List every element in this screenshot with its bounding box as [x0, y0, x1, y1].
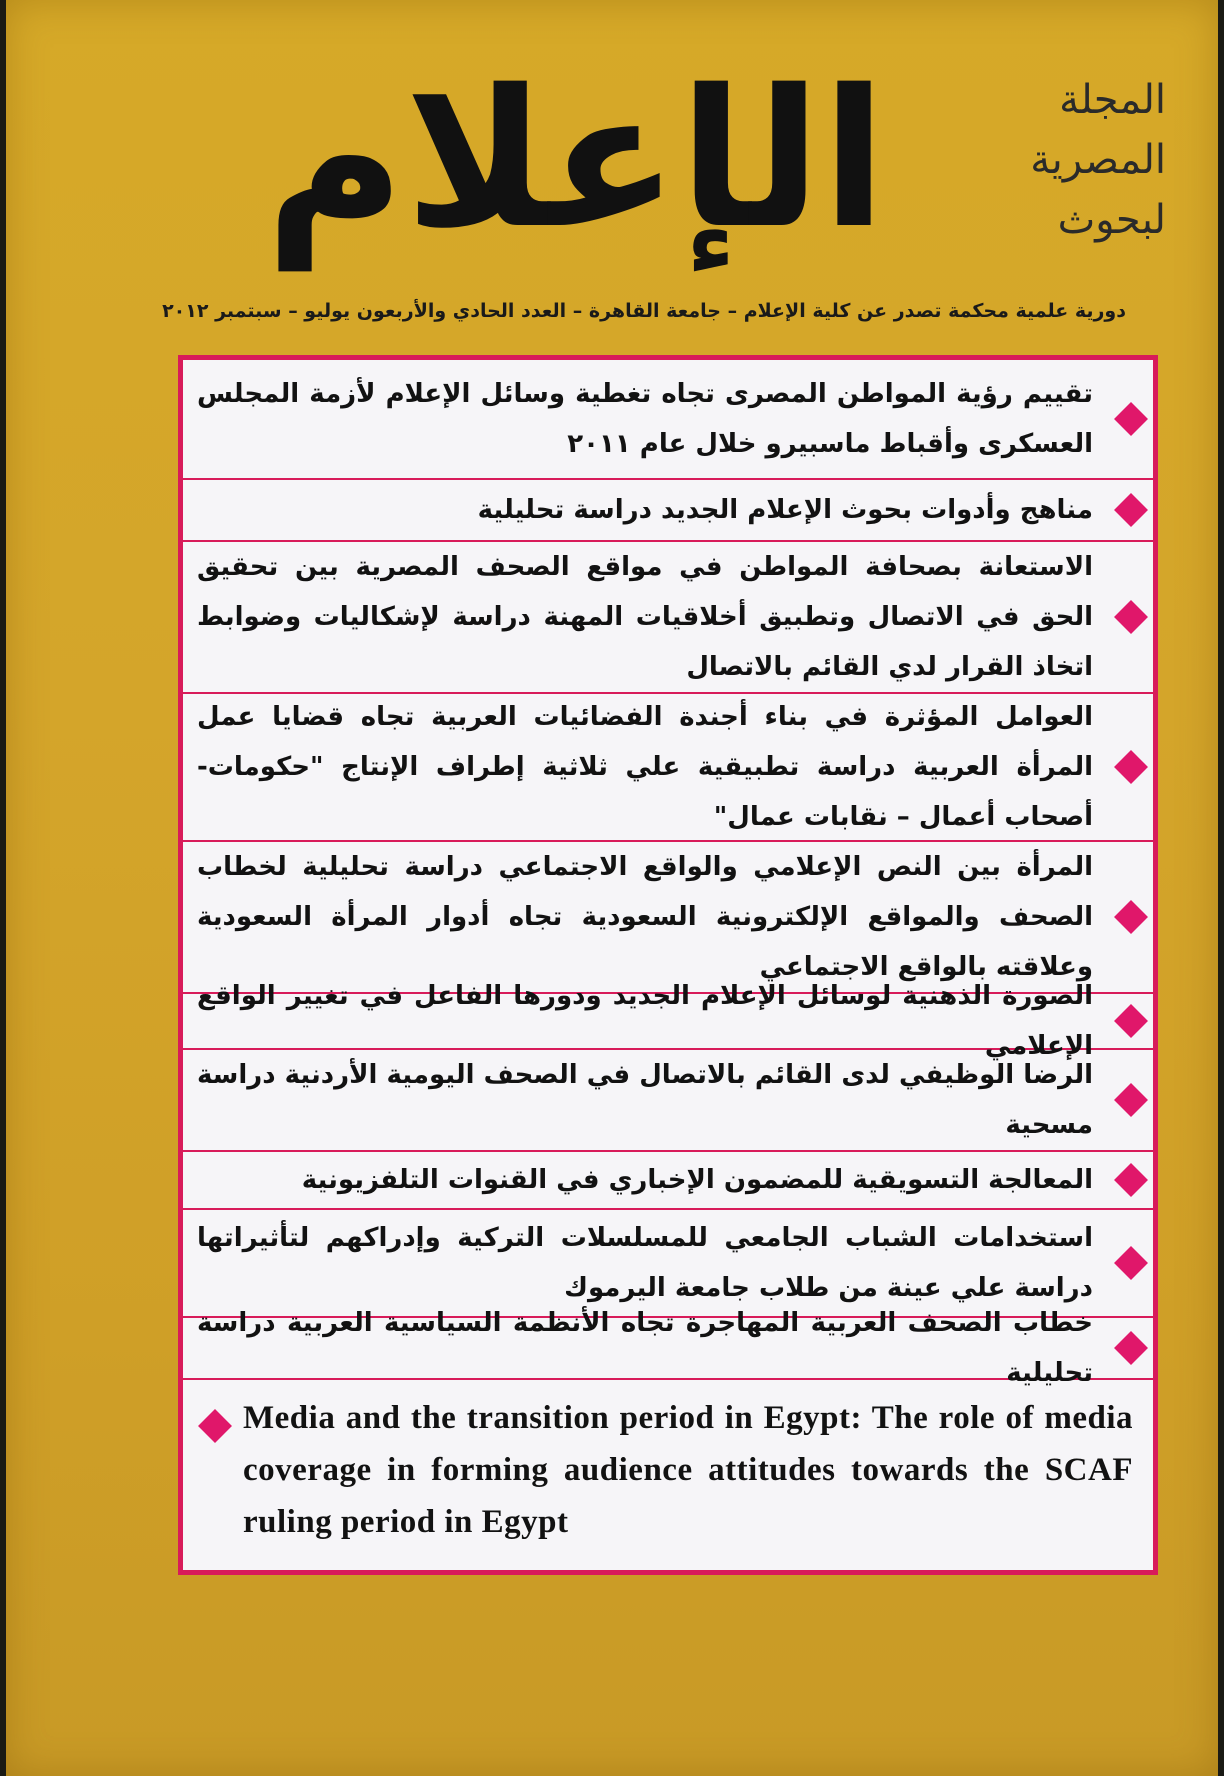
contents-item [183, 1308, 1153, 1388]
diamond-bullet-icon [1114, 493, 1148, 527]
contents-item [183, 480, 1153, 542]
subtitle-line: المجلة [1059, 77, 1166, 123]
table-of-contents [178, 355, 1158, 1575]
contents-item [183, 694, 1153, 842]
contents-item-text: الاستعانة بصحافة المواطن في مواقع الصحف المصرية بين تحقيق الحق في الاتصال وتطبيق أخلاقيات المهنة دراسة لإشكاليات وضوابط اتخاذ القرار لدي القائم بالاتصال [197, 552, 1093, 682]
diamond-bullet-icon [1114, 1004, 1148, 1038]
contents-item-text: العوامل المؤثرة في بناء أجندة الفضائيات العربية تجاه قضايا عمل المرأة العربية دراسة تطبيقية علي ثلاثية إطراف الإنتاج "حكومات- أصحاب أعمال – نقابات عمال" [197, 702, 1093, 832]
journal-title-logo: الإعلام [265, 49, 887, 270]
diamond-bullet-icon [1114, 1246, 1148, 1280]
diamond-bullet-icon [1114, 750, 1148, 784]
contents-item [183, 360, 1153, 480]
contents-item [183, 1050, 1153, 1152]
issue-info-line: دورية علمية محكمة تصدر عن كلية الإعلام – جامعة القاهرة – العدد الحادي والأربعون يوليو – سبتمبر ٢٠١٢ [162, 300, 1126, 322]
contents-item-text: المعالجة التسويقية للمضمون الإخباري في القنوات التلفزيونية [301, 1165, 1093, 1195]
diamond-bullet-icon [1114, 1163, 1148, 1197]
diamond-bullet-icon [1114, 900, 1148, 934]
diamond-bullet-icon [1114, 600, 1148, 634]
contents-item-text: الصورة الذهنية لوسائل الإعلام الجديد ودورها الفاعل في تغيير الواقع الإعلامي [197, 981, 1093, 1061]
subtitle-line: المصرية [1030, 137, 1166, 183]
contents-item [183, 1152, 1153, 1210]
contents-item-text: استخدامات الشباب الجامعي للمسلسلات التركية وإدراكهم لتأثيراتها دراسة علي عينة من طلاب جامعة اليرموك [197, 1223, 1093, 1303]
contents-item-text: مناهج وأدوات بحوث الإعلام الجديد دراسة تحليلية [477, 495, 1093, 525]
contents-item-english [183, 1380, 1153, 1560]
diamond-bullet-icon [1114, 1083, 1148, 1117]
contents-item [183, 981, 1153, 1061]
contents-item-text: خطاب الصحف العربية المهاجرة تجاه الأنظمة السياسية العربية دراسة تحليلية [197, 1308, 1093, 1388]
diamond-bullet-icon [198, 1409, 232, 1443]
contents-item-text: تقييم رؤية المواطن المصرى تجاه تغطية وسائل الإعلام لأزمة المجلس العسكرى وأقباط ماسبيرو خلال عام ٢٠١١ [197, 379, 1093, 459]
subtitle-line: لبحوث [1057, 197, 1166, 243]
contents-item-text: المرأة بين النص الإعلامي والواقع الاجتماعي دراسة تحليلية لخطاب الصحف والمواقع الإلكترونية السعودية تجاه أدوار المرأة السعودية وعلاقته بالواقع الاجتماعي [197, 852, 1093, 982]
journal-cover [6, 0, 1218, 1776]
diamond-bullet-icon [1114, 1331, 1148, 1365]
journal-subtitle [956, 70, 1166, 250]
diamond-bullet-icon [1114, 402, 1148, 436]
contents-item [183, 542, 1153, 694]
contents-item-text: Media and the transition period in Egypt: The role of media coverage in forming audience attitudes towards the SCAF ruling period in Egypt [243, 1400, 1133, 1540]
masthead [186, 30, 1166, 290]
contents-item-text: الرضا الوظيفي لدى القائم بالاتصال في الصحف اليومية الأردنية دراسة مسحية [197, 1060, 1093, 1140]
